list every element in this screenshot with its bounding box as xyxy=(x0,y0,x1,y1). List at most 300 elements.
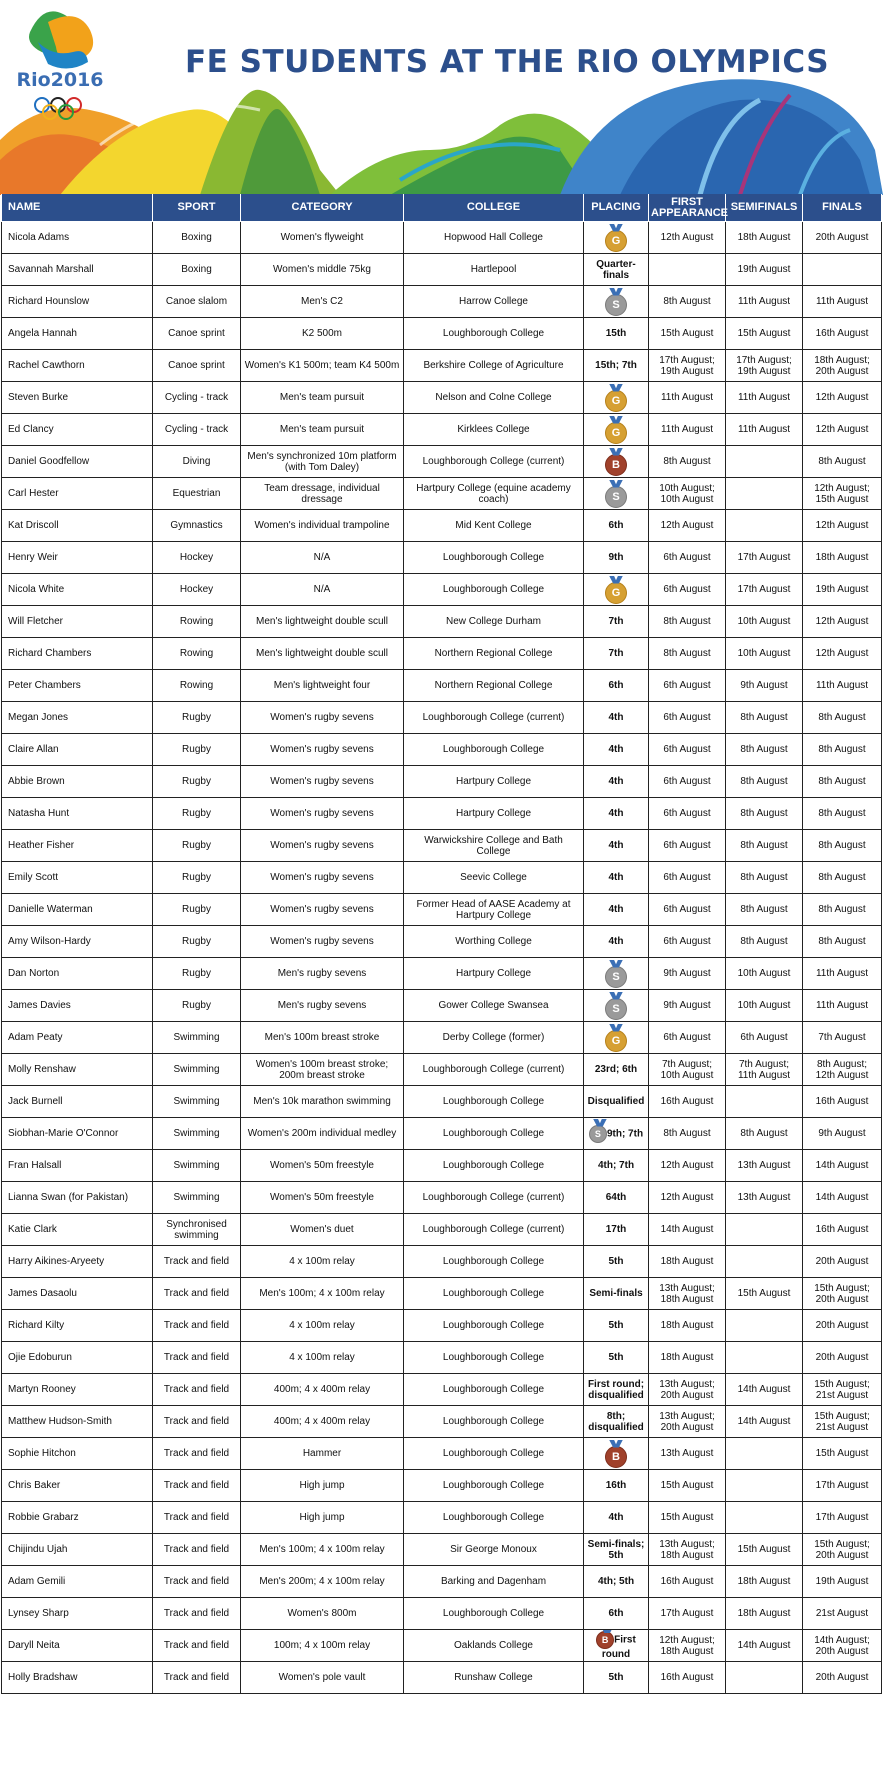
athlete-name: Richard Kilty xyxy=(2,1310,153,1342)
sport-cell: Cycling - track xyxy=(153,414,241,446)
semifinals-cell: 10th August xyxy=(726,606,803,638)
first-appearance-cell: 6th August xyxy=(649,734,726,766)
semifinals-cell: 8th August xyxy=(726,894,803,926)
category-cell: 4 x 100m relay xyxy=(241,1310,404,1342)
first-appearance-cell: 11th August xyxy=(649,414,726,446)
sport-cell: Track and field xyxy=(153,1246,241,1278)
college-cell: Worthing College xyxy=(404,926,584,958)
athlete-name: Nicola White xyxy=(2,574,153,606)
column-header-finals: FINALS xyxy=(803,194,882,222)
college-cell: Derby College (former) xyxy=(404,1022,584,1054)
finals-cell: 8th August xyxy=(803,766,882,798)
finals-cell: 8th August xyxy=(803,734,882,766)
athlete-name: Lynsey Sharp xyxy=(2,1598,153,1630)
sport-cell: Rugby xyxy=(153,798,241,830)
placing-cell: 5th xyxy=(584,1310,649,1342)
first-appearance-cell: 6th August xyxy=(649,542,726,574)
sport-cell: Rugby xyxy=(153,702,241,734)
college-cell: Northern Regional College xyxy=(404,638,584,670)
athlete-name: Richard Chambers xyxy=(2,638,153,670)
finals-cell: 12th August; 15th August xyxy=(803,478,882,510)
athlete-name: Chris Baker xyxy=(2,1470,153,1502)
table-row xyxy=(2,446,882,478)
category-cell: Women's flyweight xyxy=(241,222,404,254)
table-row xyxy=(2,1374,882,1406)
semifinals-cell xyxy=(726,1438,803,1470)
athlete-name: Peter Chambers xyxy=(2,670,153,702)
sport-cell: Track and field xyxy=(153,1310,241,1342)
sport-cell: Track and field xyxy=(153,1662,241,1694)
first-appearance-cell: 18th August xyxy=(649,1342,726,1374)
semifinals-cell xyxy=(726,510,803,542)
athlete-name: Nicola Adams xyxy=(2,222,153,254)
semifinals-cell: 14th August xyxy=(726,1406,803,1438)
column-header-sport: SPORT xyxy=(153,194,241,222)
finals-cell: 20th August xyxy=(803,1310,882,1342)
table-row xyxy=(2,862,882,894)
placing-cell: 4th; 7th xyxy=(584,1150,649,1182)
category-cell: High jump xyxy=(241,1470,404,1502)
athlete-name: Daniel Goodfellow xyxy=(2,446,153,478)
placing-cell xyxy=(584,222,649,254)
placing-cell xyxy=(584,286,649,318)
semifinals-cell xyxy=(726,1470,803,1502)
finals-cell: 8th August xyxy=(803,926,882,958)
semifinals-cell: 17th August xyxy=(726,542,803,574)
finals-cell: 19th August xyxy=(803,574,882,606)
athlete-name: Adam Gemili xyxy=(2,1566,153,1598)
college-cell: Berkshire College of Agriculture xyxy=(404,350,584,382)
category-cell: Women's rugby sevens xyxy=(241,830,404,862)
college-cell: Hartpury College xyxy=(404,798,584,830)
first-appearance-cell: 8th August xyxy=(649,286,726,318)
finals-cell: 12th August xyxy=(803,414,882,446)
athlete-name: Martyn Rooney xyxy=(2,1374,153,1406)
placing-cell: 4th xyxy=(584,1502,649,1534)
athlete-name: Danielle Waterman xyxy=(2,894,153,926)
athlete-name: Robbie Grabarz xyxy=(2,1502,153,1534)
category-cell: Women's rugby sevens xyxy=(241,894,404,926)
category-cell: Men's synchronized 10m platform (with Tom Daley) xyxy=(241,446,404,478)
category-cell: Men's 100m; 4 x 100m relay xyxy=(241,1534,404,1566)
table-row xyxy=(2,1662,882,1694)
sport-cell: Rugby xyxy=(153,990,241,1022)
athletes-table-container xyxy=(1,194,881,1694)
semifinals-cell: 18th August xyxy=(726,222,803,254)
gold-medal-icon: G xyxy=(605,422,627,444)
sport-cell: Synchronised swimming xyxy=(153,1214,241,1246)
sport-cell: Rowing xyxy=(153,606,241,638)
first-appearance-cell: 8th August xyxy=(649,1118,726,1150)
placing-cell: 4th xyxy=(584,702,649,734)
athlete-name: Sophie Hitchon xyxy=(2,1438,153,1470)
first-appearance-cell: 6th August xyxy=(649,574,726,606)
finals-cell: 7th August xyxy=(803,1022,882,1054)
athlete-name: Fran Halsall xyxy=(2,1150,153,1182)
finals-cell: 20th August xyxy=(803,1246,882,1278)
placing-cell: 4th xyxy=(584,830,649,862)
placing-cell xyxy=(584,1118,649,1150)
bronze-medal-icon: B xyxy=(596,1631,614,1649)
placing-cell: 15th; 7th xyxy=(584,350,649,382)
sport-cell: Track and field xyxy=(153,1566,241,1598)
placing-cell: Quarter-finals xyxy=(584,254,649,286)
placing-cell xyxy=(584,574,649,606)
finals-cell: 18th August; 20th August xyxy=(803,350,882,382)
semifinals-cell: 8th August xyxy=(726,862,803,894)
table-row xyxy=(2,350,882,382)
table-row xyxy=(2,1566,882,1598)
finals-cell: 19th August xyxy=(803,1566,882,1598)
placing-cell xyxy=(584,478,649,510)
finals-cell: 12th August xyxy=(803,606,882,638)
first-appearance-cell xyxy=(649,254,726,286)
college-cell: Barking and Dagenham xyxy=(404,1566,584,1598)
table-row xyxy=(2,990,882,1022)
rio2016-logo xyxy=(8,2,113,130)
category-cell: High jump xyxy=(241,1502,404,1534)
athlete-name: Holly Bradshaw xyxy=(2,1662,153,1694)
category-cell: Men's 100m breast stroke xyxy=(241,1022,404,1054)
athlete-name: Abbie Brown xyxy=(2,766,153,798)
semifinals-cell: 8th August xyxy=(726,702,803,734)
first-appearance-cell: 18th August xyxy=(649,1310,726,1342)
first-appearance-cell: 15th August xyxy=(649,318,726,350)
athlete-name: Henry Weir xyxy=(2,542,153,574)
category-cell: Team dressage, individual dressage xyxy=(241,478,404,510)
college-cell: Loughborough College (current) xyxy=(404,702,584,734)
category-cell: Women's 50m freestyle xyxy=(241,1182,404,1214)
sport-cell: Equestrian xyxy=(153,478,241,510)
category-cell: N/A xyxy=(241,542,404,574)
table-row xyxy=(2,1598,882,1630)
semifinals-cell: 6th August xyxy=(726,1022,803,1054)
first-appearance-cell: 12th August xyxy=(649,222,726,254)
semifinals-cell xyxy=(726,1214,803,1246)
column-header-first-appearance: FIRST APPEARANCE xyxy=(649,194,726,222)
table-row xyxy=(2,254,882,286)
semifinals-cell xyxy=(726,1662,803,1694)
college-cell: Gower College Swansea xyxy=(404,990,584,1022)
placing-cell: 5th xyxy=(584,1342,649,1374)
college-cell: Former Head of AASE Academy at Hartpury College xyxy=(404,894,584,926)
finals-cell xyxy=(803,254,882,286)
first-appearance-cell: 17th August; 19th August xyxy=(649,350,726,382)
first-appearance-cell: 13th August; 18th August xyxy=(649,1534,726,1566)
athlete-name: Dan Norton xyxy=(2,958,153,990)
table-row xyxy=(2,830,882,862)
placing-cell: Disqualified xyxy=(584,1086,649,1118)
semifinals-cell: 11th August xyxy=(726,286,803,318)
sport-cell: Rugby xyxy=(153,830,241,862)
semifinals-cell: 11th August xyxy=(726,414,803,446)
sport-cell: Canoe sprint xyxy=(153,318,241,350)
athlete-name: Daryll Neita xyxy=(2,1630,153,1662)
table-row xyxy=(2,1534,882,1566)
sport-cell: Hockey xyxy=(153,574,241,606)
column-header-semifinals: SEMIFINALS xyxy=(726,194,803,222)
sport-cell: Track and field xyxy=(153,1278,241,1310)
placing-cell: 4th xyxy=(584,862,649,894)
athlete-name: Will Fletcher xyxy=(2,606,153,638)
athlete-name: Ed Clancy xyxy=(2,414,153,446)
category-cell: Women's duet xyxy=(241,1214,404,1246)
semifinals-cell: 8th August xyxy=(726,798,803,830)
semifinals-cell xyxy=(726,1310,803,1342)
finals-cell: 20th August xyxy=(803,222,882,254)
athlete-name: Claire Allan xyxy=(2,734,153,766)
semifinals-cell: 8th August xyxy=(726,734,803,766)
placing-cell: 4th xyxy=(584,798,649,830)
placing-cell xyxy=(584,958,649,990)
table-row xyxy=(2,638,882,670)
table-row xyxy=(2,1278,882,1310)
finals-cell: 8th August xyxy=(803,446,882,478)
table-row xyxy=(2,1502,882,1534)
sport-cell: Rugby xyxy=(153,766,241,798)
semifinals-cell: 9th August xyxy=(726,670,803,702)
finals-cell: 20th August xyxy=(803,1662,882,1694)
semifinals-cell: 8th August xyxy=(726,926,803,958)
silver-medal-icon: S xyxy=(605,294,627,316)
athlete-name: Heather Fisher xyxy=(2,830,153,862)
college-cell: Loughborough College (current) xyxy=(404,1054,584,1086)
athlete-name: Molly Renshaw xyxy=(2,1054,153,1086)
sport-cell: Track and field xyxy=(153,1630,241,1662)
college-cell: Kirklees College xyxy=(404,414,584,446)
gold-medal-icon: G xyxy=(605,230,627,252)
finals-cell: 12th August xyxy=(803,510,882,542)
semifinals-cell: 15th August xyxy=(726,1278,803,1310)
table-row xyxy=(2,798,882,830)
column-header-name: NAME xyxy=(2,194,153,222)
sport-cell: Track and field xyxy=(153,1598,241,1630)
table-row xyxy=(2,318,882,350)
table-row xyxy=(2,382,882,414)
finals-cell: 17th August xyxy=(803,1502,882,1534)
table-row xyxy=(2,926,882,958)
table-row xyxy=(2,606,882,638)
first-appearance-cell: 16th August xyxy=(649,1662,726,1694)
sport-cell: Track and field xyxy=(153,1502,241,1534)
sport-cell: Track and field xyxy=(153,1374,241,1406)
gold-medal-icon: G xyxy=(605,1030,627,1052)
college-cell: Loughborough College xyxy=(404,1310,584,1342)
first-appearance-cell: 16th August xyxy=(649,1566,726,1598)
college-cell: Loughborough College xyxy=(404,1470,584,1502)
first-appearance-cell: 16th August xyxy=(649,1086,726,1118)
silver-medal-icon: S xyxy=(605,998,627,1020)
sport-cell: Rugby xyxy=(153,734,241,766)
semifinals-cell: 17th August; 19th August xyxy=(726,350,803,382)
table-row xyxy=(2,1022,882,1054)
category-cell: 400m; 4 x 400m relay xyxy=(241,1406,404,1438)
category-cell: Men's lightweight double scull xyxy=(241,638,404,670)
category-cell: Women's rugby sevens xyxy=(241,862,404,894)
athlete-name: Steven Burke xyxy=(2,382,153,414)
college-cell: Loughborough College xyxy=(404,1598,584,1630)
gold-medal-icon: G xyxy=(605,390,627,412)
category-cell: Men's 10k marathon swimming xyxy=(241,1086,404,1118)
finals-cell: 14th August xyxy=(803,1150,882,1182)
finals-cell: 15th August; 20th August xyxy=(803,1534,882,1566)
category-cell: Women's individual trampoline xyxy=(241,510,404,542)
placing-cell: 64th xyxy=(584,1182,649,1214)
athlete-name: Adam Peaty xyxy=(2,1022,153,1054)
category-cell: Women's 200m individual medley xyxy=(241,1118,404,1150)
college-cell: Hartlepool xyxy=(404,254,584,286)
college-cell: Loughborough College xyxy=(404,1374,584,1406)
semifinals-cell: 10th August xyxy=(726,958,803,990)
finals-cell: 8th August xyxy=(803,830,882,862)
first-appearance-cell: 8th August xyxy=(649,606,726,638)
placing-cell: First round; disqualified xyxy=(584,1374,649,1406)
first-appearance-cell: 12th August xyxy=(649,1182,726,1214)
first-appearance-cell: 8th August xyxy=(649,446,726,478)
placing-cell: 4th xyxy=(584,734,649,766)
sport-cell: Rugby xyxy=(153,926,241,958)
sport-cell: Track and field xyxy=(153,1406,241,1438)
sport-cell: Track and field xyxy=(153,1470,241,1502)
semifinals-cell xyxy=(726,1246,803,1278)
college-cell: Harrow College xyxy=(404,286,584,318)
table-row xyxy=(2,478,882,510)
placing-cell xyxy=(584,1630,649,1662)
athlete-name: Savannah Marshall xyxy=(2,254,153,286)
athlete-name: Carl Hester xyxy=(2,478,153,510)
college-cell: Loughborough College xyxy=(404,1438,584,1470)
table-body xyxy=(2,222,882,1694)
table-row xyxy=(2,702,882,734)
first-appearance-cell: 6th August xyxy=(649,862,726,894)
column-header-category: CATEGORY xyxy=(241,194,404,222)
athlete-name: Natasha Hunt xyxy=(2,798,153,830)
athlete-name: Angela Hannah xyxy=(2,318,153,350)
category-cell: Women's 800m xyxy=(241,1598,404,1630)
semifinals-cell xyxy=(726,446,803,478)
first-appearance-cell: 13th August; 18th August xyxy=(649,1278,726,1310)
sport-cell: Rugby xyxy=(153,894,241,926)
sport-cell: Swimming xyxy=(153,1022,241,1054)
placing-cell: 4th xyxy=(584,926,649,958)
first-appearance-cell: 6th August xyxy=(649,830,726,862)
college-cell: Loughborough College xyxy=(404,1278,584,1310)
first-appearance-cell: 14th August xyxy=(649,1214,726,1246)
college-cell: Mid Kent College xyxy=(404,510,584,542)
first-appearance-cell: 6th August xyxy=(649,1022,726,1054)
sport-cell: Track and field xyxy=(153,1342,241,1374)
placing-cell: 16th xyxy=(584,1470,649,1502)
college-cell: Hartpury College xyxy=(404,958,584,990)
athlete-name: James Davies xyxy=(2,990,153,1022)
placing-cell: 5th xyxy=(584,1246,649,1278)
table-row xyxy=(2,1310,882,1342)
finals-cell: 16th August xyxy=(803,1086,882,1118)
column-header-placing: PLACING xyxy=(584,194,649,222)
category-cell: Men's rugby sevens xyxy=(241,990,404,1022)
category-cell: 4 x 100m relay xyxy=(241,1246,404,1278)
college-cell: Hartpury College (equine academy coach) xyxy=(404,478,584,510)
athlete-name: Jack Burnell xyxy=(2,1086,153,1118)
category-cell: 100m; 4 x 100m relay xyxy=(241,1630,404,1662)
semifinals-cell: 13th August xyxy=(726,1150,803,1182)
placing-cell: 9th xyxy=(584,542,649,574)
placing-cell: 4th xyxy=(584,766,649,798)
column-header-college: COLLEGE xyxy=(404,194,584,222)
finals-cell: 11th August xyxy=(803,670,882,702)
semifinals-cell xyxy=(726,478,803,510)
page-title: FE STUDENTS AT THE RIO OLYMPICS xyxy=(185,44,830,80)
first-appearance-cell: 6th August xyxy=(649,926,726,958)
finals-cell: 9th August xyxy=(803,1118,882,1150)
placing-cell: 7th xyxy=(584,606,649,638)
category-cell: 4 x 100m relay xyxy=(241,1342,404,1374)
semifinals-cell: 14th August xyxy=(726,1630,803,1662)
placing-cell: 8th; disqualified xyxy=(584,1406,649,1438)
first-appearance-cell: 6th August xyxy=(649,670,726,702)
sport-cell: Boxing xyxy=(153,222,241,254)
finals-cell: 8th August xyxy=(803,798,882,830)
logo-text: Rio2016 xyxy=(16,69,104,91)
category-cell: Hammer xyxy=(241,1438,404,1470)
table-row xyxy=(2,222,882,254)
college-cell: Seevic College xyxy=(404,862,584,894)
finals-cell: 12th August xyxy=(803,382,882,414)
category-cell: Women's rugby sevens xyxy=(241,766,404,798)
finals-cell: 14th August; 20th August xyxy=(803,1630,882,1662)
table-row xyxy=(2,1246,882,1278)
first-appearance-cell: 13th August; 20th August xyxy=(649,1406,726,1438)
sport-cell: Diving xyxy=(153,446,241,478)
first-appearance-cell: 15th August xyxy=(649,1502,726,1534)
placing-cell xyxy=(584,1022,649,1054)
semifinals-cell xyxy=(726,1342,803,1374)
college-cell: Hartpury College xyxy=(404,766,584,798)
table-row xyxy=(2,1214,882,1246)
sport-cell: Swimming xyxy=(153,1086,241,1118)
table-row xyxy=(2,286,882,318)
college-cell: Loughborough College xyxy=(404,1246,584,1278)
bronze-medal-icon: B xyxy=(605,454,627,476)
category-cell: Women's 50m freestyle xyxy=(241,1150,404,1182)
first-appearance-cell: 13th August xyxy=(649,1438,726,1470)
table-row xyxy=(2,1054,882,1086)
table-row xyxy=(2,1438,882,1470)
finals-cell: 8th August xyxy=(803,862,882,894)
category-cell: Women's rugby sevens xyxy=(241,702,404,734)
placing-cell: 6th xyxy=(584,510,649,542)
first-appearance-cell: 10th August; 10th August xyxy=(649,478,726,510)
athletes-table xyxy=(1,194,882,1694)
finals-cell: 8th August; 12th August xyxy=(803,1054,882,1086)
finals-cell: 15th August xyxy=(803,1438,882,1470)
gold-medal-icon: G xyxy=(605,582,627,604)
college-cell: Loughborough College xyxy=(404,1086,584,1118)
finals-cell: 15th August; 21st August xyxy=(803,1406,882,1438)
college-cell: Nelson and Colne College xyxy=(404,382,584,414)
silver-medal-icon: S xyxy=(605,966,627,988)
first-appearance-cell: 17th August xyxy=(649,1598,726,1630)
category-cell: Men's team pursuit xyxy=(241,414,404,446)
college-cell: Oaklands College xyxy=(404,1630,584,1662)
table-row xyxy=(2,1630,882,1662)
college-cell: Loughborough College xyxy=(404,1342,584,1374)
placing-cell: 5th xyxy=(584,1662,649,1694)
finals-cell: 11th August xyxy=(803,958,882,990)
silver-medal-icon: S xyxy=(589,1125,607,1143)
finals-cell: 20th August xyxy=(803,1342,882,1374)
athlete-name: Kat Driscoll xyxy=(2,510,153,542)
